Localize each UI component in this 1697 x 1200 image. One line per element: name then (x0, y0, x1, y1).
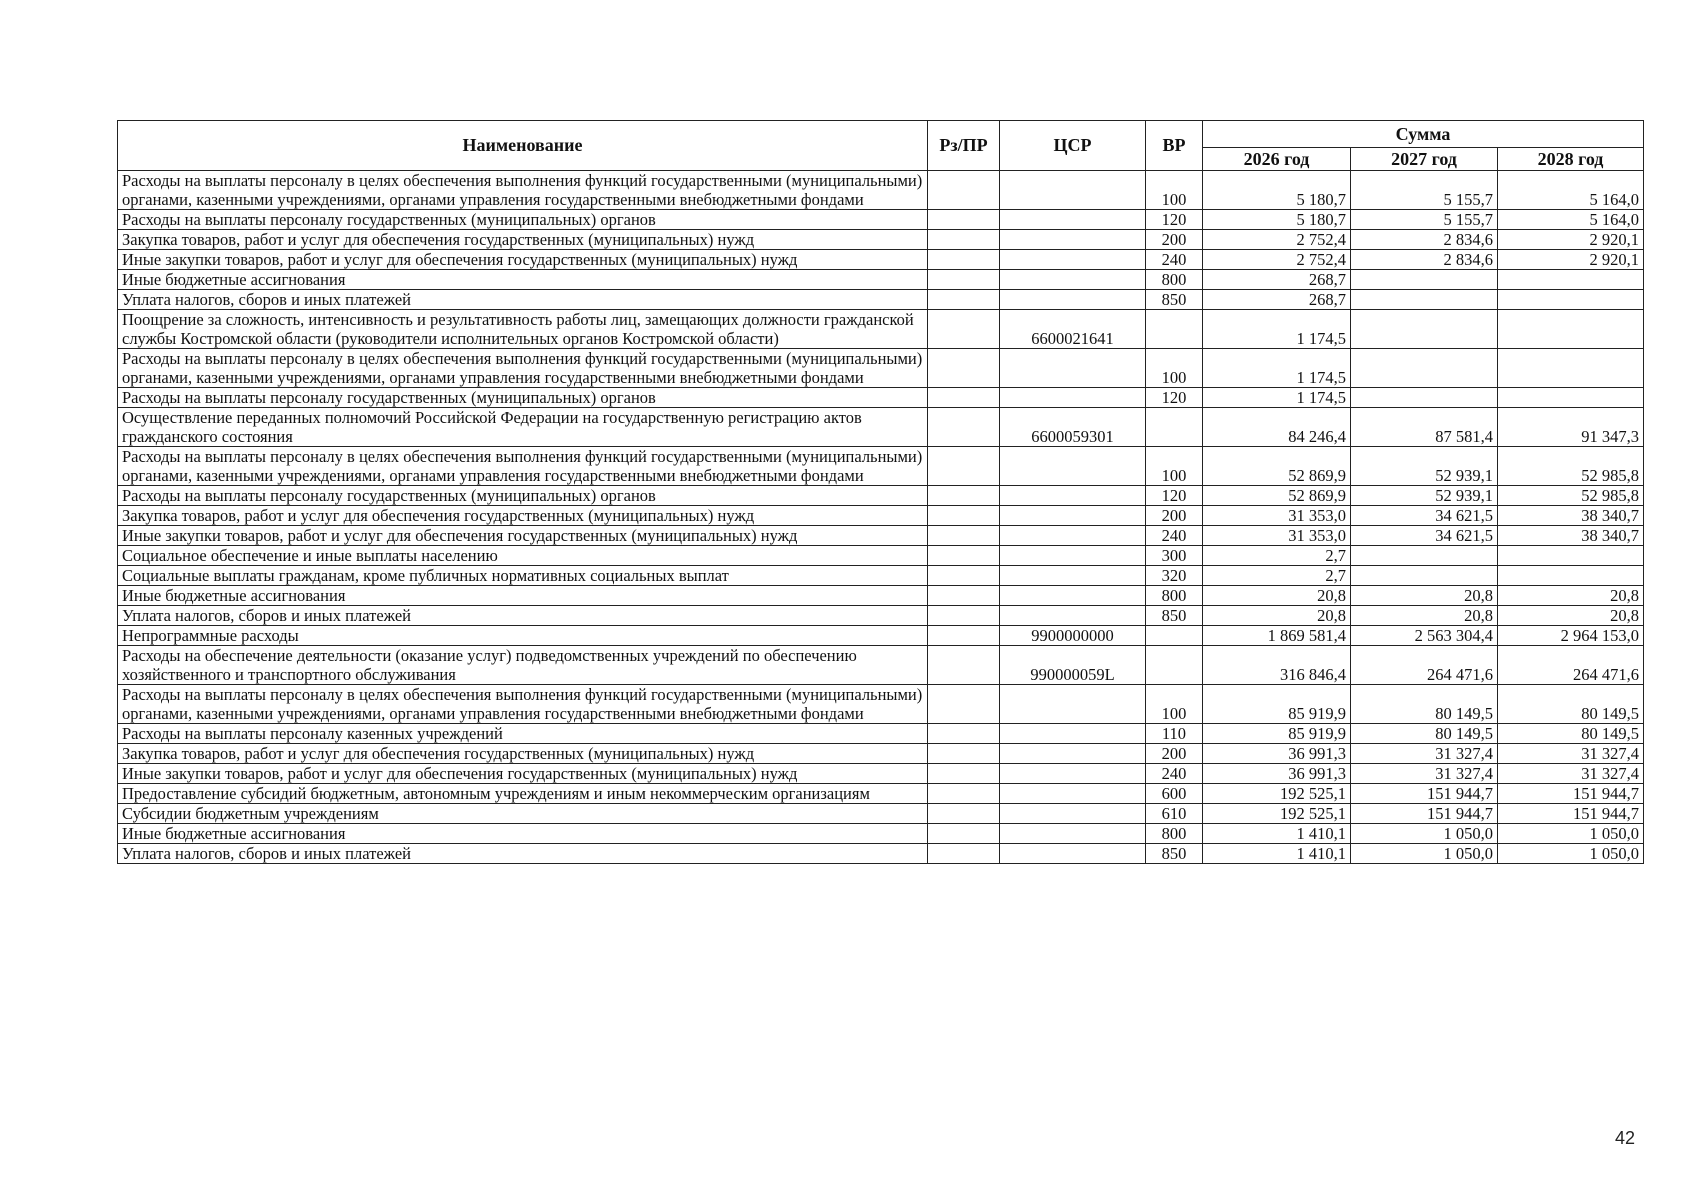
cell-rzpr (928, 447, 1000, 486)
cell-2028: 5 164,0 (1498, 210, 1644, 230)
cell-vr: 850 (1146, 290, 1203, 310)
cell-name: Закупка товаров, работ и услуг для обеспечения государственных (муниципальных) нужд (118, 744, 928, 764)
cell-csr: 9900000000 (1000, 626, 1146, 646)
cell-csr (1000, 606, 1146, 626)
table-row (118, 310, 1644, 349)
table-row (118, 349, 1644, 388)
cell-rzpr (928, 764, 1000, 784)
cell-2027: 2 834,6 (1351, 250, 1498, 270)
cell-2027: 1 050,0 (1351, 844, 1498, 864)
table-row (118, 270, 1644, 290)
cell-name: Осуществление переданных полномочий Российской Федерации на государственную регистрацию актов гражданского состояния (118, 408, 928, 447)
cell-2026: 85 919,9 (1203, 685, 1351, 724)
cell-2028: 52 985,8 (1498, 486, 1644, 506)
cell-csr (1000, 210, 1146, 230)
cell-rzpr (928, 486, 1000, 506)
table-row (118, 744, 1644, 764)
cell-name: Иные бюджетные ассигнования (118, 270, 928, 290)
cell-2028: 2 964 153,0 (1498, 626, 1644, 646)
cell-2027: 2 563 304,4 (1351, 626, 1498, 646)
cell-2027: 151 944,7 (1351, 804, 1498, 824)
cell-2028 (1498, 310, 1644, 349)
cell-2028 (1498, 290, 1644, 310)
cell-name: Поощрение за сложность, интенсивность и результативность работы лиц, замещающих должности гражданской службы Костромской области (руководители исполнительных органов Костромской области) (118, 310, 928, 349)
cell-name: Субсидии бюджетным учреждениям (118, 804, 928, 824)
cell-2026: 1 174,5 (1203, 310, 1351, 349)
cell-2027 (1351, 310, 1498, 349)
cell-2028 (1498, 546, 1644, 566)
cell-2026: 2 752,4 (1203, 230, 1351, 250)
cell-2026: 52 869,9 (1203, 447, 1351, 486)
table-row (118, 210, 1644, 230)
cell-2027 (1351, 546, 1498, 566)
cell-2027: 2 834,6 (1351, 230, 1498, 250)
cell-csr (1000, 250, 1146, 270)
cell-csr (1000, 486, 1146, 506)
cell-name: Расходы на выплаты персоналу государственных (муниципальных) органов (118, 210, 928, 230)
cell-2026: 268,7 (1203, 290, 1351, 310)
cell-2027: 5 155,7 (1351, 171, 1498, 210)
page-number: 42 (1615, 1128, 1636, 1148)
cell-vr: 200 (1146, 506, 1203, 526)
cell-csr (1000, 546, 1146, 566)
table-row (118, 685, 1644, 724)
cell-rzpr (928, 586, 1000, 606)
cell-vr: 110 (1146, 724, 1203, 744)
cell-vr: 120 (1146, 388, 1203, 408)
cell-rzpr (928, 349, 1000, 388)
cell-2028 (1498, 566, 1644, 586)
cell-csr: 990000059L (1000, 646, 1146, 685)
cell-vr: 800 (1146, 270, 1203, 290)
header-vr: ВР (1146, 121, 1203, 171)
cell-rzpr (928, 844, 1000, 864)
cell-rzpr (928, 250, 1000, 270)
cell-name: Расходы на выплаты персоналу государственных (муниципальных) органов (118, 388, 928, 408)
cell-csr (1000, 724, 1146, 744)
cell-rzpr (928, 506, 1000, 526)
cell-2026: 85 919,9 (1203, 724, 1351, 744)
cell-2027: 20,8 (1351, 606, 1498, 626)
cell-csr: 6600059301 (1000, 408, 1146, 447)
table-row (118, 784, 1644, 804)
cell-rzpr (928, 804, 1000, 824)
cell-2026: 1 410,1 (1203, 824, 1351, 844)
cell-2026: 84 246,4 (1203, 408, 1351, 447)
table-row (118, 606, 1644, 626)
cell-2028: 20,8 (1498, 586, 1644, 606)
cell-name: Расходы на выплаты персоналу в целях обеспечения выполнения функций государственными (муниципальными) органами, казенными учреждениями, органами управления государственными внебюджетными фондами (118, 685, 928, 724)
cell-2028: 1 050,0 (1498, 844, 1644, 864)
cell-rzpr (928, 388, 1000, 408)
cell-rzpr (928, 230, 1000, 250)
cell-name: Расходы на выплаты персоналу в целях обеспечения выполнения функций государственными (муниципальными) органами, казенными учреждениями, органами управления государственными внебюджетными фондами (118, 447, 928, 486)
table-row (118, 486, 1644, 506)
table-row (118, 626, 1644, 646)
cell-2027: 52 939,1 (1351, 447, 1498, 486)
cell-2028: 80 149,5 (1498, 685, 1644, 724)
cell-vr: 240 (1146, 764, 1203, 784)
header-year-2027: 2027 год (1351, 148, 1498, 171)
cell-2028: 151 944,7 (1498, 804, 1644, 824)
cell-rzpr (928, 526, 1000, 546)
cell-csr (1000, 764, 1146, 784)
cell-rzpr (928, 784, 1000, 804)
cell-2028 (1498, 349, 1644, 388)
cell-2026: 2,7 (1203, 566, 1351, 586)
cell-2026: 36 991,3 (1203, 744, 1351, 764)
cell-rzpr (928, 626, 1000, 646)
cell-vr: 800 (1146, 824, 1203, 844)
cell-2027 (1351, 349, 1498, 388)
cell-name: Иные закупки товаров, работ и услуг для обеспечения государственных (муниципальных) нужд (118, 250, 928, 270)
table-header (118, 121, 1644, 171)
cell-name: Социальные выплаты гражданам, кроме публичных нормативных социальных выплат (118, 566, 928, 586)
cell-vr: 240 (1146, 250, 1203, 270)
cell-2027: 20,8 (1351, 586, 1498, 606)
cell-2028: 2 920,1 (1498, 250, 1644, 270)
cell-vr (1146, 646, 1203, 685)
cell-rzpr (928, 606, 1000, 626)
table-row (118, 764, 1644, 784)
table-row (118, 290, 1644, 310)
cell-csr (1000, 784, 1146, 804)
cell-2027 (1351, 566, 1498, 586)
cell-rzpr (928, 566, 1000, 586)
cell-2026: 31 353,0 (1203, 506, 1351, 526)
cell-name: Расходы на обеспечение деятельности (оказание услуг) подведомственных учреждений по обеспечению хозяйственного и транспортного обслуживания (118, 646, 928, 685)
header-csr: ЦСР (1000, 121, 1146, 171)
cell-rzpr (928, 546, 1000, 566)
cell-2028: 1 050,0 (1498, 824, 1644, 844)
cell-vr: 850 (1146, 606, 1203, 626)
cell-csr (1000, 171, 1146, 210)
cell-2026: 268,7 (1203, 270, 1351, 290)
cell-rzpr (928, 171, 1000, 210)
table-row (118, 646, 1644, 685)
cell-vr: 100 (1146, 447, 1203, 486)
cell-2028 (1498, 388, 1644, 408)
cell-2026: 2,7 (1203, 546, 1351, 566)
cell-name: Расходы на выплаты персоналу в целях обеспечения выполнения функций государственными (муниципальными) органами, казенными учреждениями, органами управления государственными внебюджетными фондами (118, 349, 928, 388)
cell-name: Иные бюджетные ассигнования (118, 586, 928, 606)
cell-2028: 52 985,8 (1498, 447, 1644, 486)
cell-rzpr (928, 290, 1000, 310)
cell-2028: 31 327,4 (1498, 764, 1644, 784)
table-row (118, 230, 1644, 250)
cell-vr: 100 (1146, 685, 1203, 724)
cell-vr: 320 (1146, 566, 1203, 586)
cell-vr: 300 (1146, 546, 1203, 566)
cell-rzpr (928, 824, 1000, 844)
cell-2027: 87 581,4 (1351, 408, 1498, 447)
cell-rzpr (928, 744, 1000, 764)
cell-2028: 5 164,0 (1498, 171, 1644, 210)
table-row (118, 586, 1644, 606)
cell-vr (1146, 408, 1203, 447)
cell-csr (1000, 270, 1146, 290)
cell-vr: 610 (1146, 804, 1203, 824)
cell-2026: 5 180,7 (1203, 210, 1351, 230)
table-body (118, 171, 1644, 864)
cell-name: Уплата налогов, сборов и иных платежей (118, 290, 928, 310)
cell-csr (1000, 685, 1146, 724)
cell-2026: 1 869 581,4 (1203, 626, 1351, 646)
cell-vr: 200 (1146, 744, 1203, 764)
table-row (118, 844, 1644, 864)
cell-2028: 80 149,5 (1498, 724, 1644, 744)
cell-2027: 1 050,0 (1351, 824, 1498, 844)
cell-2026: 31 353,0 (1203, 526, 1351, 546)
cell-2026: 1 410,1 (1203, 844, 1351, 864)
table-row (118, 408, 1644, 447)
table-row (118, 724, 1644, 744)
cell-name: Расходы на выплаты персоналу казенных учреждений (118, 724, 928, 744)
cell-2028: 38 340,7 (1498, 526, 1644, 546)
cell-csr: 6600021641 (1000, 310, 1146, 349)
cell-csr (1000, 566, 1146, 586)
table-row (118, 171, 1644, 210)
cell-csr (1000, 804, 1146, 824)
cell-vr: 600 (1146, 784, 1203, 804)
cell-name: Уплата налогов, сборов и иных платежей (118, 844, 928, 864)
cell-2026: 316 846,4 (1203, 646, 1351, 685)
table-row (118, 388, 1644, 408)
cell-rzpr (928, 408, 1000, 447)
cell-name: Непрограммные расходы (118, 626, 928, 646)
cell-csr (1000, 349, 1146, 388)
cell-2027: 34 621,5 (1351, 526, 1498, 546)
cell-rzpr (928, 685, 1000, 724)
cell-csr (1000, 506, 1146, 526)
cell-2026: 2 752,4 (1203, 250, 1351, 270)
cell-2026: 1 174,5 (1203, 388, 1351, 408)
cell-name: Закупка товаров, работ и услуг для обеспечения государственных (муниципальных) нужд (118, 230, 928, 250)
cell-rzpr (928, 646, 1000, 685)
cell-2026: 52 869,9 (1203, 486, 1351, 506)
table-row (118, 447, 1644, 486)
cell-2027: 80 149,5 (1351, 685, 1498, 724)
cell-name: Иные бюджетные ассигнования (118, 824, 928, 844)
cell-vr (1146, 310, 1203, 349)
cell-2028: 151 944,7 (1498, 784, 1644, 804)
cell-csr (1000, 744, 1146, 764)
cell-csr (1000, 447, 1146, 486)
cell-2027: 264 471,6 (1351, 646, 1498, 685)
cell-rzpr (928, 724, 1000, 744)
cell-2027 (1351, 388, 1498, 408)
cell-csr (1000, 586, 1146, 606)
cell-csr (1000, 290, 1146, 310)
cell-name: Уплата налогов, сборов и иных платежей (118, 606, 928, 626)
cell-2027: 151 944,7 (1351, 784, 1498, 804)
cell-vr: 800 (1146, 586, 1203, 606)
cell-name: Расходы на выплаты персоналу государственных (муниципальных) органов (118, 486, 928, 506)
cell-name: Иные закупки товаров, работ и услуг для обеспечения государственных (муниципальных) нужд (118, 764, 928, 784)
cell-2027: 34 621,5 (1351, 506, 1498, 526)
cell-2027: 31 327,4 (1351, 744, 1498, 764)
cell-2026: 1 174,5 (1203, 349, 1351, 388)
table-row (118, 526, 1644, 546)
cell-csr (1000, 844, 1146, 864)
cell-2028: 38 340,7 (1498, 506, 1644, 526)
cell-csr (1000, 230, 1146, 250)
cell-2026: 192 525,1 (1203, 804, 1351, 824)
cell-csr (1000, 824, 1146, 844)
table-row (118, 824, 1644, 844)
cell-2027 (1351, 270, 1498, 290)
header-name: Наименование (118, 121, 928, 171)
header-rzpr: Рз/ПР (928, 121, 1000, 171)
cell-csr (1000, 388, 1146, 408)
cell-2027: 5 155,7 (1351, 210, 1498, 230)
cell-2027 (1351, 290, 1498, 310)
cell-2026: 20,8 (1203, 586, 1351, 606)
cell-2028: 31 327,4 (1498, 744, 1644, 764)
cell-2027: 52 939,1 (1351, 486, 1498, 506)
cell-2026: 192 525,1 (1203, 784, 1351, 804)
cell-name: Иные закупки товаров, работ и услуг для обеспечения государственных (муниципальных) нужд (118, 526, 928, 546)
cell-vr: 850 (1146, 844, 1203, 864)
cell-name: Предоставление субсидий бюджетным, автономным учреждениям и иным некоммерческим организациям (118, 784, 928, 804)
cell-2028: 20,8 (1498, 606, 1644, 626)
table-row (118, 506, 1644, 526)
cell-rzpr (928, 310, 1000, 349)
cell-2028: 91 347,3 (1498, 408, 1644, 447)
cell-2027: 31 327,4 (1351, 764, 1498, 784)
cell-vr: 100 (1146, 349, 1203, 388)
cell-vr (1146, 626, 1203, 646)
cell-2026: 36 991,3 (1203, 764, 1351, 784)
table-row (118, 546, 1644, 566)
budget-table (117, 120, 1644, 864)
cell-vr: 120 (1146, 486, 1203, 506)
cell-vr: 100 (1146, 171, 1203, 210)
table-row (118, 566, 1644, 586)
cell-2028: 264 471,6 (1498, 646, 1644, 685)
table-row (118, 804, 1644, 824)
cell-vr: 200 (1146, 230, 1203, 250)
cell-vr: 240 (1146, 526, 1203, 546)
cell-name: Социальное обеспечение и иные выплаты населению (118, 546, 928, 566)
cell-vr: 120 (1146, 210, 1203, 230)
cell-name: Закупка товаров, работ и услуг для обеспечения государственных (муниципальных) нужд (118, 506, 928, 526)
cell-2026: 5 180,7 (1203, 171, 1351, 210)
cell-2028: 2 920,1 (1498, 230, 1644, 250)
cell-name: Расходы на выплаты персоналу в целях обеспечения выполнения функций государственными (муниципальными) органами, казенными учреждениями, органами управления государственными внебюджетными фондами (118, 171, 928, 210)
cell-rzpr (928, 270, 1000, 290)
cell-2027: 80 149,5 (1351, 724, 1498, 744)
cell-rzpr (928, 210, 1000, 230)
cell-2026: 20,8 (1203, 606, 1351, 626)
cell-2028 (1498, 270, 1644, 290)
cell-csr (1000, 526, 1146, 546)
table-row (118, 250, 1644, 270)
header-year-2026: 2026 год (1203, 148, 1351, 171)
header-sum: Сумма (1203, 121, 1644, 148)
header-year-2028: 2028 год (1498, 148, 1644, 171)
